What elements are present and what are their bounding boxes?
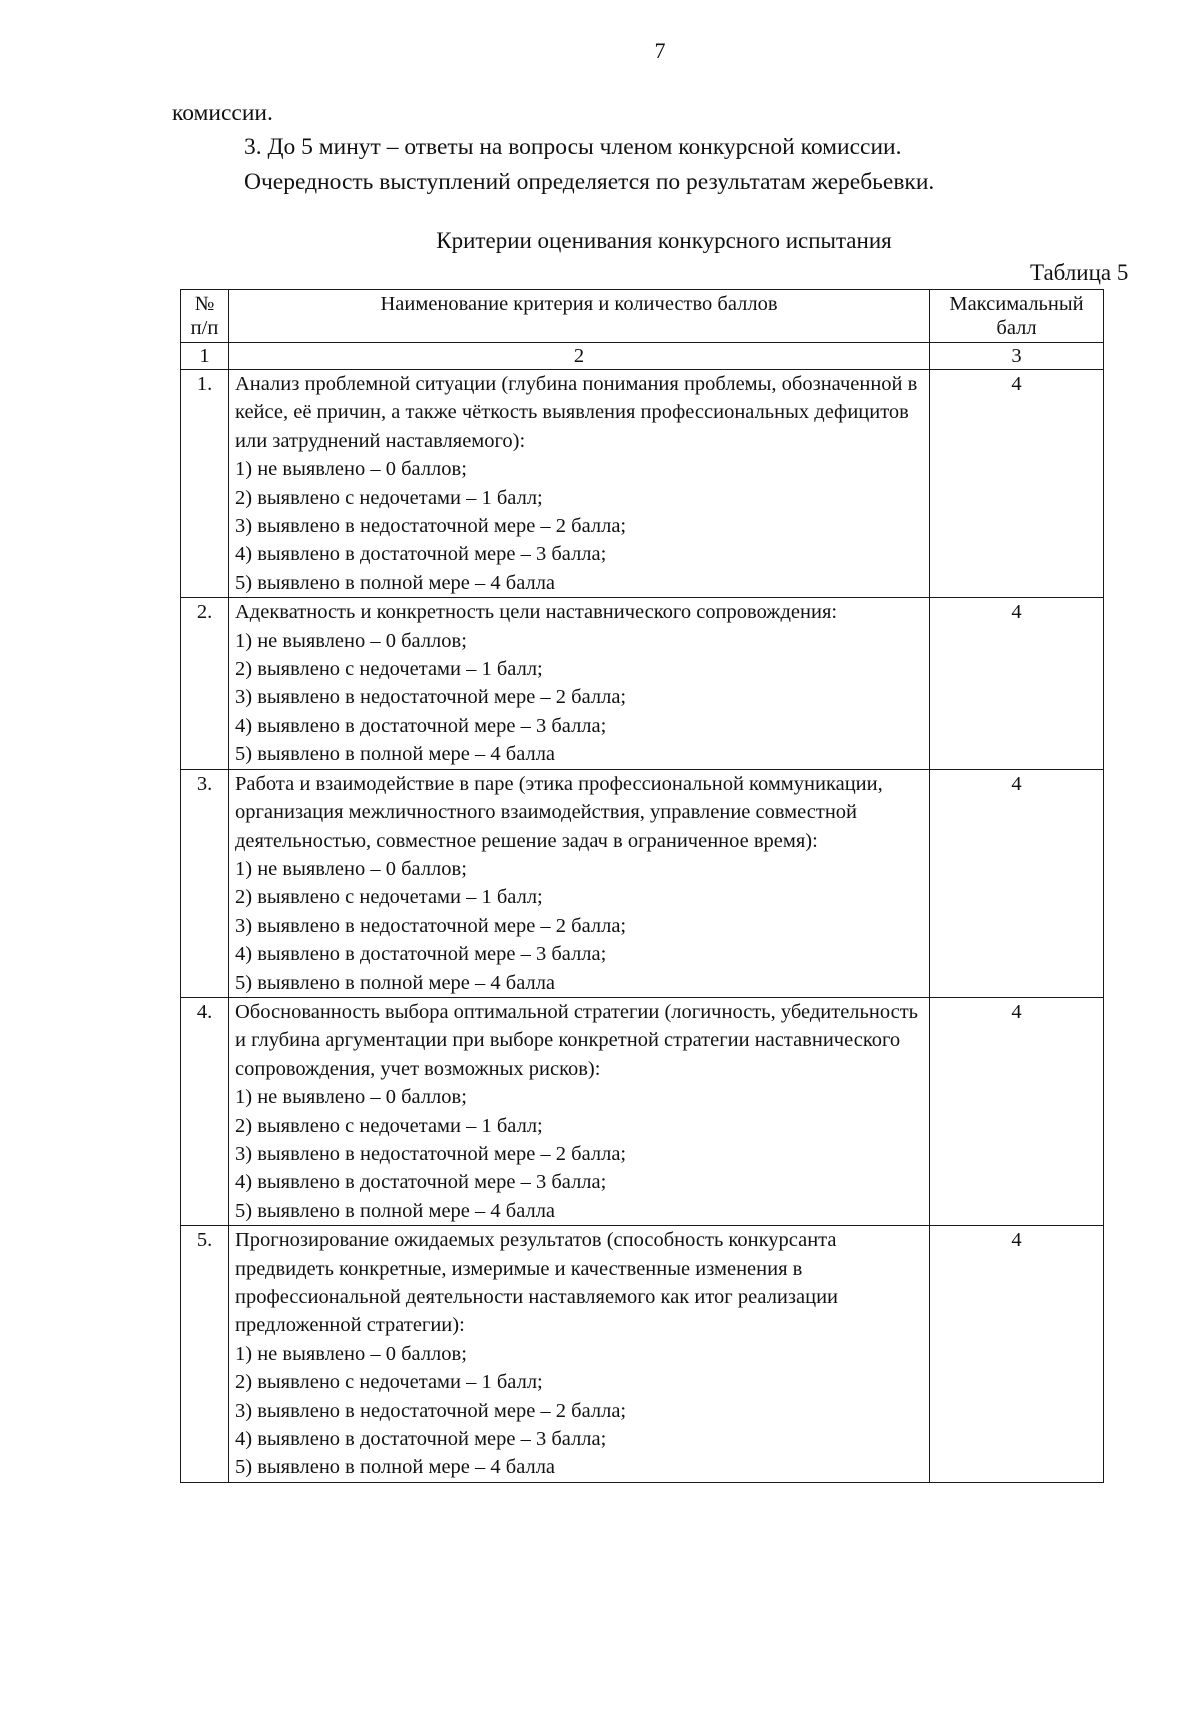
criterion-description — [229, 997, 930, 1225]
score-scale-item: 5) выявлено в полной мере – 4 балла — [235, 971, 556, 994]
score-scale-item: 2) выявлено с недочетами – 1 балл; — [235, 1371, 543, 1394]
score-scale-list — [235, 1083, 923, 1225]
criterion-number: 2. — [181, 598, 229, 769]
score-scale-item: 4) выявлено в достаточной мере – 3 балла; — [235, 1171, 607, 1194]
criteria-table-body — [181, 370, 1104, 1483]
paragraph-speaking-order: Очередность выступлений определяется по результатам жеребьевки. — [244, 169, 935, 195]
column-index-cell: 3 — [930, 343, 1104, 370]
table-row — [181, 997, 1104, 1225]
score-scale-item: 5) выявлено в полной мере – 4 балла — [235, 743, 556, 766]
header-max-score: Максимальный балл — [930, 290, 1104, 343]
column-index-cell: 1 — [181, 343, 229, 370]
criterion-max-score: 4 — [930, 997, 1104, 1225]
score-scale-item: 3) выявлено в недостаточной мере – 2 балла; — [235, 515, 627, 538]
score-scale-item: 4) выявлено в достаточной мере – 3 балла; — [235, 714, 607, 737]
score-scale-item: 3) выявлено в недостаточной мере – 2 балла; — [235, 1399, 627, 1422]
score-scale-item: 1) не выявлено – 0 баллов; — [235, 629, 467, 652]
score-scale-item: 4) выявлено в достаточной мере – 3 балла; — [235, 1428, 607, 1451]
criterion-description — [229, 769, 930, 997]
score-scale-item: 3) выявлено в недостаточной мере – 2 балла; — [235, 686, 627, 709]
criterion-description — [229, 598, 930, 769]
criterion-title: Обоснованность выбора оптимальной стратегии (логичность, убедительность и глубина аргументации при выборе конкретной стратегии наставнического сопровождения, учет возможных рисков): — [235, 1000, 919, 1080]
criterion-title: Адекватность и конкретность цели наставнического сопровождения: — [235, 601, 838, 624]
paragraph-continuation: комиссии. — [172, 100, 273, 126]
score-scale-list — [235, 855, 923, 997]
score-scale-item: 2) выявлено с недочетами – 1 балл; — [235, 1114, 543, 1137]
score-scale-item: 1) не выявлено – 0 баллов; — [235, 1342, 467, 1365]
criterion-max-score: 4 — [930, 1226, 1104, 1483]
score-scale-item: 3) выявлено в недостаточной мере – 2 балла; — [235, 914, 627, 937]
score-scale-item: 1) не выявлено – 0 баллов; — [235, 458, 467, 481]
score-scale-item: 2) выявлено с недочетами – 1 балл; — [235, 886, 543, 909]
table-row — [181, 1226, 1104, 1483]
criterion-max-score: 4 — [930, 370, 1104, 598]
score-scale-item: 1) не выявлено – 0 баллов; — [235, 857, 467, 880]
criterion-max-score: 4 — [930, 769, 1104, 997]
criterion-max-score: 4 — [930, 598, 1104, 769]
criterion-title: Анализ проблемной ситуации (глубина понимания проблемы, обозначенной в кейсе, её причин, а также чёткость выявления профессиональных дефицитов или затруднений наставляемого): — [235, 373, 918, 452]
criterion-number: 3. — [181, 769, 229, 997]
score-scale-item: 2) выявлено с недочетами – 1 балл; — [235, 486, 543, 509]
header-criterion-name: Наименование критерия и количество баллов — [229, 290, 930, 343]
page-number: 7 — [654, 38, 666, 63]
score-scale-item: 3) выявлено в недостаточной мере – 2 балла; — [235, 1142, 627, 1165]
header-number: № п/п — [181, 290, 229, 343]
score-scale-item: 1) не выявлено – 0 баллов; — [235, 1086, 467, 1109]
score-scale-item: 5) выявлено в полной мере – 4 балла — [235, 1199, 556, 1222]
score-scale-list — [235, 627, 923, 769]
criterion-title: Прогнозирование ожидаемых результатов (способность конкурсанта предвидеть конкретные, измеримые и качественные изменения в профессиональной деятельности наставляемого как итог реализации предложенной стратегии): — [235, 1229, 839, 1337]
score-scale-item: 2) выявлено с недочетами – 1 балл; — [235, 658, 543, 681]
criterion-number: 4. — [181, 997, 229, 1225]
column-index-row — [181, 343, 1104, 370]
score-scale-item: 4) выявлено в достаточной мере – 3 балла; — [235, 943, 607, 966]
paragraph-answers-time: 3. До 5 минут – ответы на вопросы членом конкурсной комиссии. — [244, 134, 902, 160]
table-number-label: Таблица 5 — [1030, 260, 1129, 285]
table-row — [181, 370, 1104, 598]
criterion-number: 1. — [181, 370, 229, 598]
score-scale-list — [235, 1340, 923, 1482]
criterion-number: 5. — [181, 1226, 229, 1483]
criterion-description — [229, 370, 930, 598]
criterion-title: Работа и взаимодействие в паре (этика профессиональной коммуникации, организация межличностного взаимодействия, управление совместной деятельностью, совместное решение задач в ограниченное время): — [235, 772, 883, 852]
table-row — [181, 769, 1104, 997]
score-scale-item: 4) выявлено в достаточной мере – 3 балла; — [235, 543, 607, 566]
column-index-cell: 2 — [229, 343, 930, 370]
criterion-description — [229, 1226, 930, 1483]
table-caption: Критерии оценивания конкурсного испытания — [436, 228, 892, 253]
table-row — [181, 598, 1104, 769]
score-scale-list — [235, 455, 923, 597]
score-scale-item: 5) выявлено в полной мере – 4 балла — [235, 1456, 556, 1479]
table-header-row — [181, 290, 1104, 343]
criteria-table — [180, 289, 1104, 1483]
score-scale-item: 5) выявлено в полной мере – 4 балла — [235, 571, 556, 594]
